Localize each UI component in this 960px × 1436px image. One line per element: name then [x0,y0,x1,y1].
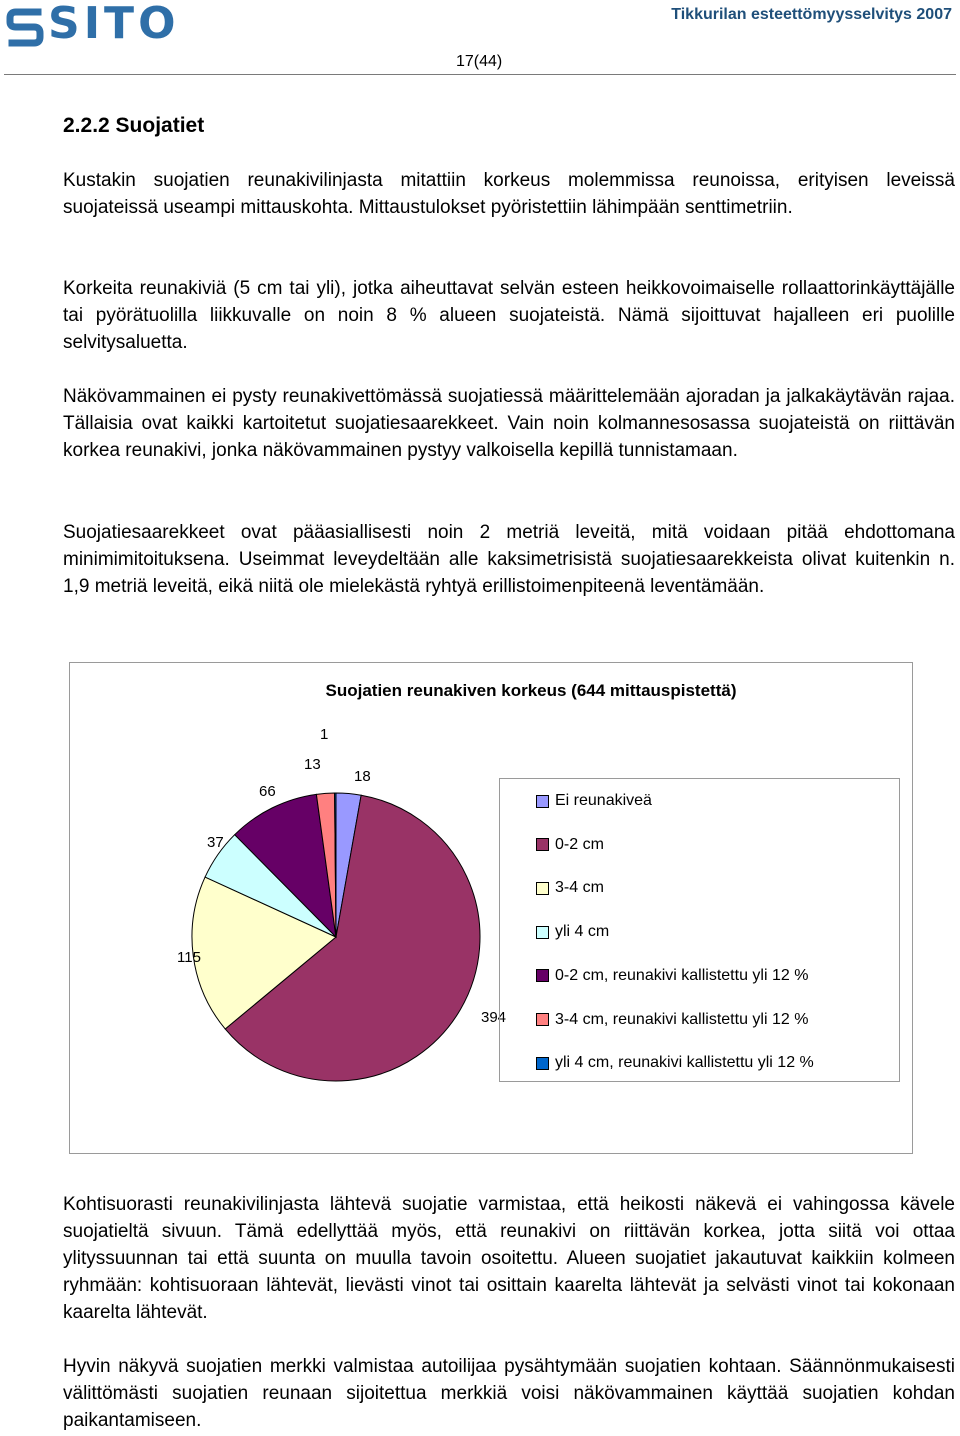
legend-label-5: 3-4 cm, reunakivi kallistettu yli 12 % [555,1010,809,1028]
legend-item-0 [536,791,652,811]
document-title: Tikkurilan esteettömyysselvitys 2007 [671,6,952,23]
sito-logo [6,2,206,48]
logo-text: SITO [48,0,180,49]
pie-chart-frame [69,662,913,1154]
paragraph-high-curbs: Korkeita reunakiviä (5 cm tai yli), jotka aiheuttavat selvän esteen heikkovoimaiselle rollaattorinkäyttäjälle tai pyörätuolilla liikkuvalle on noin 8 % alueen suojateistä. Nämä sijoittuvat hajalleen eri puolille selvitysaluetta. [63,278,955,353]
pie-data-label-1: 394 [481,1009,507,1026]
page-number: 17(44) [456,53,503,70]
legend-item-6 [536,1053,814,1073]
pie-data-label-5: 13 [304,756,321,773]
legend-item-5 [536,1010,808,1030]
paragraph-measurements: Kustakin suojatien reunakivilinjasta mitattiin korkeus molemmissa reunoissa, erityisen leveissä suojateissä useampi mittauskohta. Mittaustulokset pyöristettiin lähimpään senttimetriin. [63,170,955,218]
pie-data-label-0: 18 [354,768,371,785]
section-heading: 2.2.2 Suojatiet [63,114,205,137]
legend-label-2: 3-4 cm [555,879,604,897]
legend-item-2 [536,878,604,898]
paragraph-visually-impaired: Näkövammainen ei pysty reunakivettömässä suojatiessä määrittelemään ajoradan ja jalkakäytävän rajaa. Tällaisia ovat kaikki kartoitetut suojatiesaarekkeet. Vain noin kolmannesosassa suojateistä on riittävän korkea reunakivi, jonka näkövammainen pystyy valkoisella kepillä tunnistamaan. [63,386,955,461]
legend-label-1: 0-2 cm [555,835,604,853]
legend-swatch-3 [536,926,549,939]
pie-data-label-4: 66 [259,783,276,800]
pie-data-label-3: 37 [207,834,224,851]
paragraph-islands: Suojatiesaarekkeet ovat pääasiallisesti noin 2 metriä leveitä, mitä voidaan pitää ehdottomana minimimitoituksena. Useimmat leveydeltään alle kaksimetrisistä suojatiesaarekkeista olivat kuitenkin n. 1,9 metriä leveitä, eikä niitä ole mielekästä ryhtyä erillistoimenpiteenä leventämään. [63,522,955,597]
pie-data-label-6: 1 [320,726,329,743]
paragraph-sign: Hyvin näkyvä suojatien merkki valmistaa autoilijaa pysähtymään suojatien kohtaan. Säännönmukaisesti välittömästi suojatien reunaan sijoitettua merkkiä voisi näkövammainen käyttää suojatien kohdan paikantamiseen. [63,1356,955,1431]
legend-item-3 [536,922,609,942]
chart-legend [499,778,900,1082]
header-divider [4,74,956,75]
legend-item-1 [536,835,604,855]
legend-item-4 [536,966,808,986]
legend-label-6: yli 4 cm, reunakivi kallistettu yli 12 % [555,1054,814,1072]
chart-title: Suojatien reunakiven korkeus (644 mittauspistettä) [325,681,737,700]
paragraph-perpendicular: Kohtisuorasti reunakivilinjasta lähtevä suojatie varmistaa, että heikosti näkevä ei vahingossa kävele suojatieltä sivuun. Tämä edellyttää myös, että reunakivi on riittävän korkea, jotta siitä voi ottaa ylityssuunnan tai että suunta on muulla tavoin osoitettu. Alueen suojatiet jakautuvat kaikkiin kolmeen ryhmään: kohtisuoraan lähtevät, lievästi vinot tai osittain kaarelta lähtevät ja selvästi vinot tai kokonaan kaarelta lähtevät. [63,1194,955,1323]
legend-swatch-1 [536,838,549,851]
legend-swatch-2 [536,882,549,895]
legend-swatch-4 [536,969,549,982]
legend-swatch-0 [536,795,549,808]
legend-label-3: yli 4 cm [555,923,610,941]
legend-label-4: 0-2 cm, reunakivi kallistettu yli 12 % [555,966,809,984]
legend-swatch-5 [536,1013,549,1026]
pie-data-label-2: 115 [177,949,201,966]
legend-swatch-6 [536,1057,549,1070]
legend-label-0: Ei reunakiveä [555,792,652,809]
logo-mark-icon [6,6,44,48]
